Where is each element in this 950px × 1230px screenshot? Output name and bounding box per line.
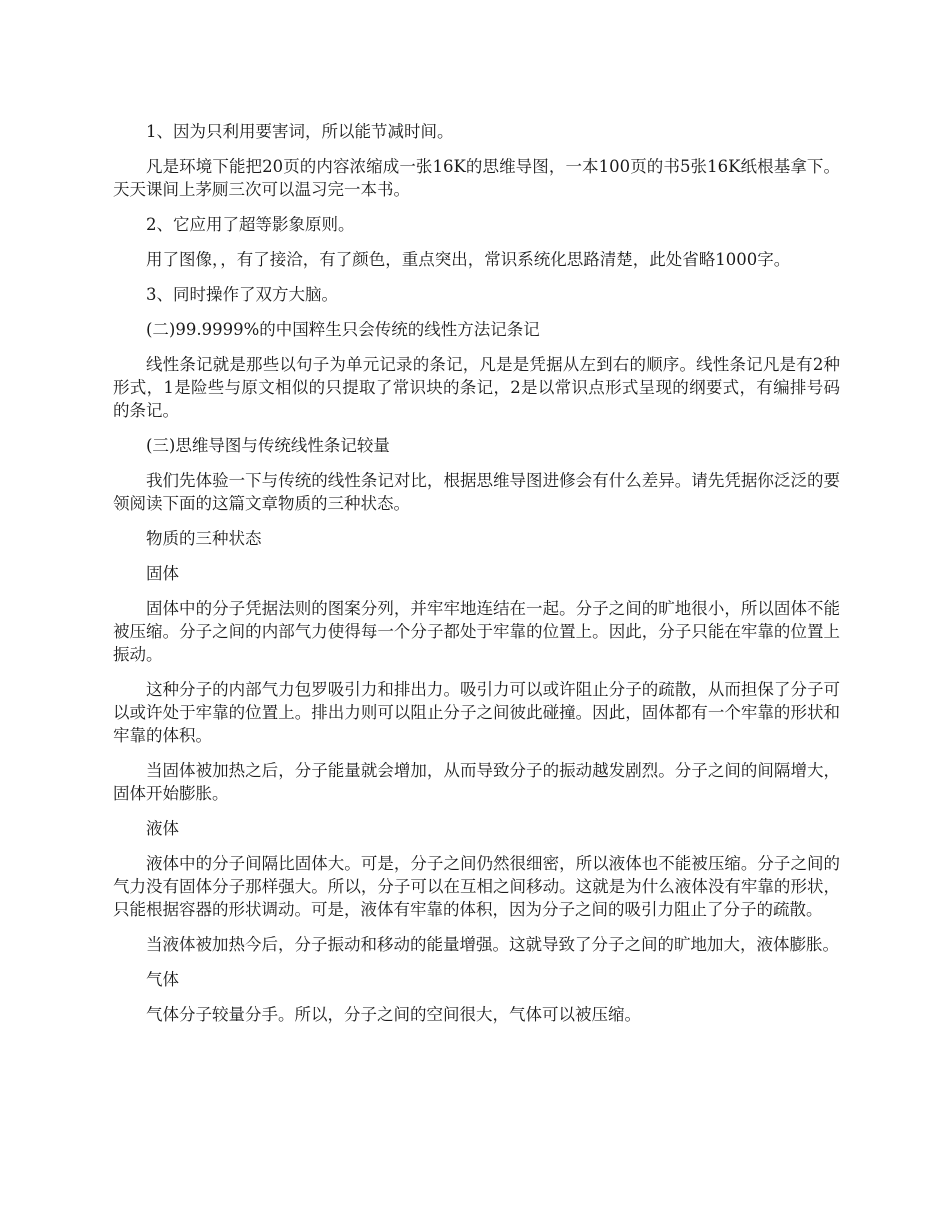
paragraph: 这种分子的内部气力包罗吸引力和排出力。吸引力可以或许阻止分子的疏散，从而担保了分子可以或许处于牢靠的位置上。排出力则可以阻止分子之间彼此碰撞。因此，固体都有一个牢靠的形状和牢靠的体积。 [113, 680, 840, 745]
paragraph: 当固体被加热之后，分子能量就会增加，从而导致分子的振动越发剧烈。分子之间的间隔增大，固体开始膨胀。 [113, 761, 840, 803]
subheading-gas: 气体 [146, 970, 179, 989]
subheading-liquid: 液体 [146, 819, 179, 838]
subheading-solid: 固体 [146, 564, 179, 583]
paragraph: 用了图像，，有了接洽，有了颜色，重点突出，常识系统化思路清楚，此处省略1000字。 [146, 250, 791, 269]
paragraph: 2、它应用了超等影象原则。 [146, 215, 355, 234]
paragraph: 我们先体验一下与传统的线性条记对比，根据思维导图进修会有什么差异。请先凭据你泛泛的要领阅读下面的这篇文章物质的三种状态。 [113, 471, 840, 513]
article-title: 物质的三种状态 [146, 529, 262, 548]
paragraph: 线性条记就是那些以句子为单元记录的条记，凡是是凭据从左到右的顺序。线性条记凡是有2种形式，1是险些与原文相似的只提取了常识块的条记，2是以常识点形式呈现的纲要式，有编排号码的条记。 [113, 355, 840, 420]
section-heading: (二)99.9999%的中国粹生只会传统的线性方法记条记 [146, 320, 540, 339]
paragraph: 固体中的分子凭据法则的图案分列，并牢牢地连结在一起。分子之间的旷地很小，所以固体不能被压缩。分子之间的内部气力使得每一个分子都处于牢靠的位置上。因此，分子只能在牢靠的位置上振动。 [113, 599, 840, 664]
paragraph: 3、同时操作了双方大脑。 [146, 285, 338, 304]
paragraph: 当液体被加热今后，分子振动和移动的能量增强。这就导致了分子之间的旷地加大，液体膨胀。 [146, 935, 839, 954]
paragraph: 1、因为只利用要害词，所以能节减时间。 [146, 122, 454, 141]
paragraph: 液体中的分子间隔比固体大。可是，分子之间仍然很细密，所以液体也不能被压缩。分子之间的气力没有固体分子那样强大。所以，分子可以在互相之间移动。这就是为什么液体没有牢靠的形状，只能根据容器的形状调动。可是，液体有牢靠的体积，因为分子之间的吸引力阻止了分子的疏散。 [113, 854, 840, 919]
paragraph: 凡是环境下能把20页的内容浓缩成一张16K的思维导图，一本100页的书5张16K纸根基拿下。天天课间上茅厕三次可以温习完一本书。 [113, 157, 840, 199]
document-page [113, 120, 840, 1038]
section-heading: (三)思维导图与传统线性条记较量 [146, 436, 390, 455]
paragraph: 气体分子较量分手。所以，分子之间的空间很大，气体可以被压缩。 [146, 1005, 641, 1024]
